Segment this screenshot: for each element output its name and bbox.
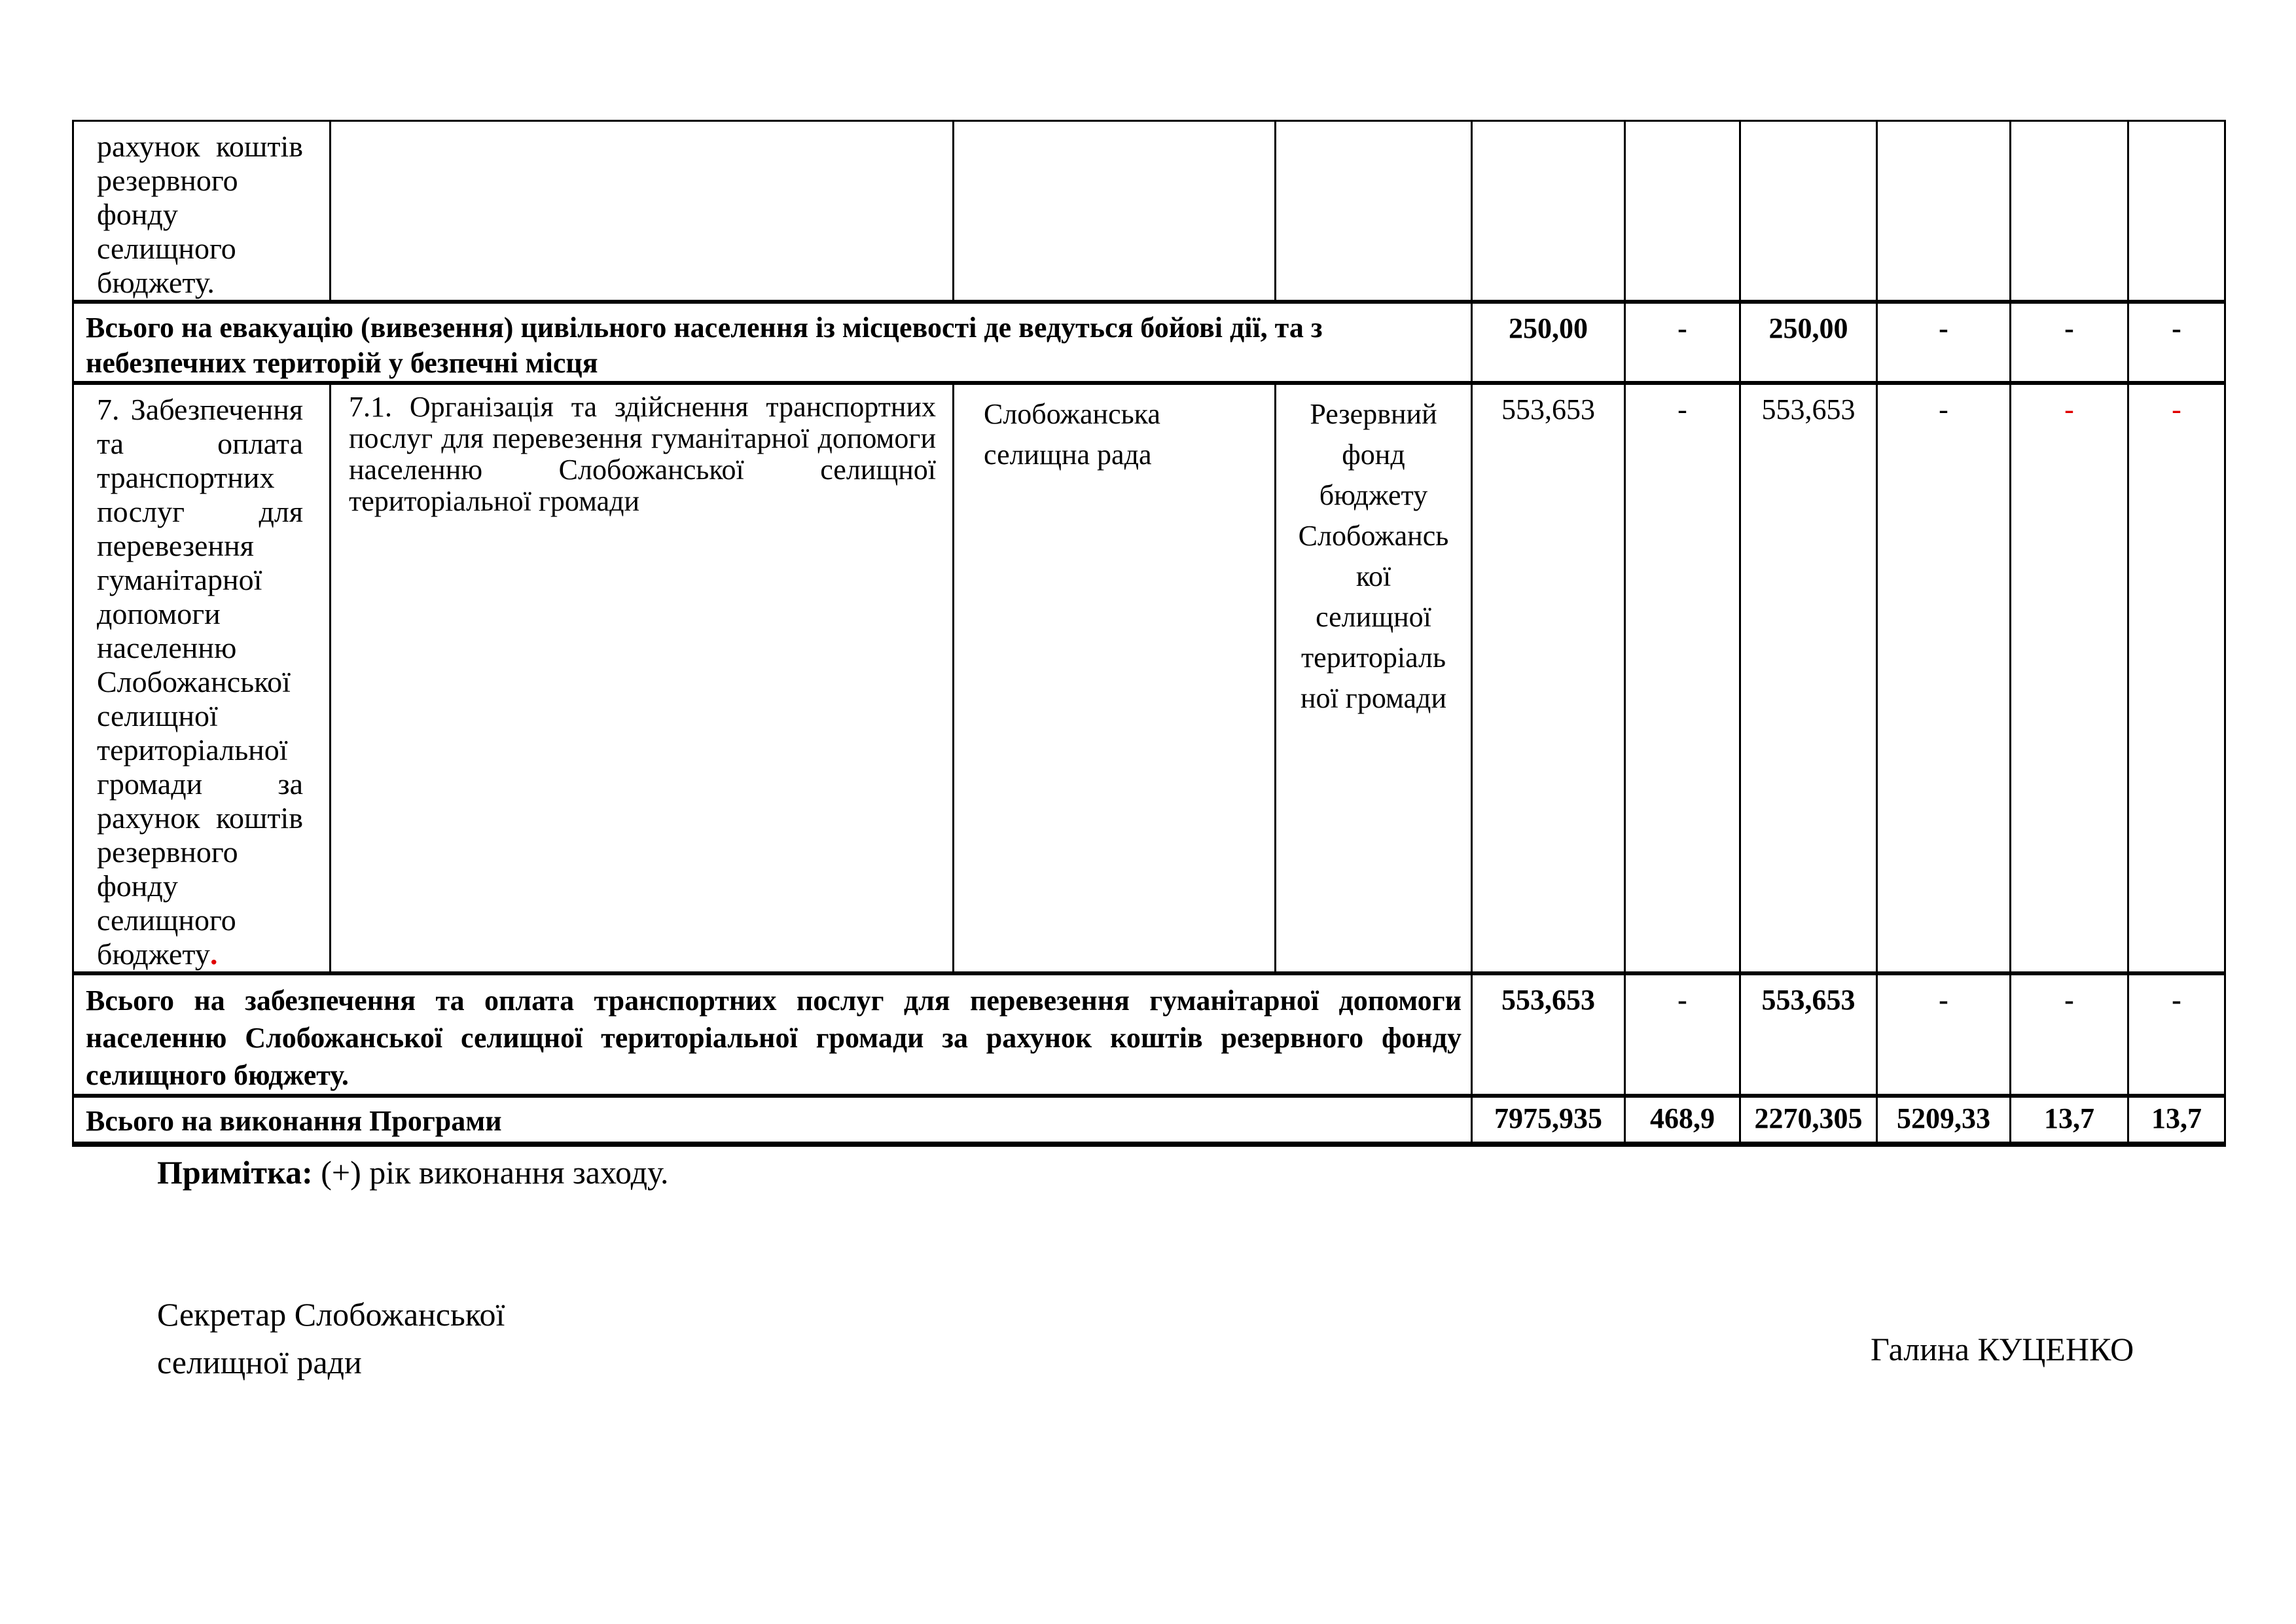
- text-line: гуманітарної: [97, 563, 262, 596]
- text-line: населенню Слобожанської селищної: [349, 454, 936, 486]
- value-cell-total-amount: 553,653: [1472, 973, 1625, 1096]
- value-cell: 468,9: [1625, 1096, 1740, 1144]
- text-line: територіаль: [1300, 641, 1446, 674]
- text-line: територіальної громади: [349, 485, 640, 517]
- value-cell: -: [2011, 973, 2128, 1096]
- text-line: територіальної: [97, 733, 288, 767]
- table-row-item-7: [73, 383, 2225, 973]
- text-line: 7. Забезпечення: [97, 393, 303, 426]
- value-cell-total-amount: 250,00: [1472, 302, 1625, 383]
- text-line: Слобожанської: [97, 665, 291, 698]
- empty-cell: [1625, 121, 1740, 302]
- value-cell: 5209,33: [1877, 1096, 2011, 1144]
- empty-cell: [1740, 121, 1877, 302]
- last-word: бюджету: [97, 937, 210, 971]
- executor-text: [954, 385, 1274, 475]
- text-line: послуг для перевезення гуманітарної допомоги: [349, 422, 936, 454]
- text-line: селищної: [1316, 601, 1431, 633]
- signatory-title-line: Секретар Слобожанської: [157, 1296, 505, 1333]
- empty-cell: [1877, 121, 2011, 302]
- value-cell: -: [1877, 973, 2011, 1096]
- cell-measure-description: [331, 383, 954, 973]
- cell-executor: [954, 383, 1276, 973]
- value-cell: 2270,305: [1740, 1096, 1877, 1144]
- table-row-total-transport: [73, 973, 2225, 1096]
- table-row-total-evacuation: [73, 302, 2225, 383]
- program-budget-table: [72, 120, 2226, 1147]
- text-line: Всього на забезпечення та оплата транспортних послуг для перевезення гуманітарної допомоги: [86, 984, 1462, 1017]
- text-line: селищного: [97, 232, 236, 265]
- value-cell: 553,653: [1740, 383, 1877, 973]
- text-line: резервного: [97, 164, 238, 197]
- cell-item-name-continuation: [73, 121, 331, 302]
- value-cell: -: [2011, 302, 2128, 383]
- empty-cell: [2128, 121, 2225, 302]
- text-line: фонду: [97, 869, 178, 903]
- item-name-text: [74, 122, 329, 300]
- empty-cell: [2011, 121, 2128, 302]
- red-period: .: [209, 937, 218, 971]
- value-cell-grand-total: 7975,935: [1472, 1096, 1625, 1144]
- cell-item-name: [73, 383, 331, 973]
- measure-text: [331, 385, 952, 517]
- value-cell-red-dash: -: [2011, 383, 2128, 973]
- text-line: бюджету.: [97, 266, 215, 299]
- table-row-continuation: [73, 121, 2225, 302]
- text-line: селищного: [97, 903, 236, 937]
- funding-source-text: [1276, 385, 1471, 719]
- text-line: та оплата: [97, 427, 303, 460]
- footnote-label: Примітка:: [157, 1154, 313, 1191]
- item-name-text: [74, 385, 329, 971]
- value-cell-total-amount: 553,653: [1472, 383, 1625, 973]
- footnote-text: (+) рік виконання заходу.: [312, 1154, 669, 1191]
- text-line: Слобожансь: [1298, 520, 1449, 552]
- empty-cell: [1276, 121, 1472, 302]
- footnote: [157, 1153, 669, 1191]
- value-cell: -: [1877, 383, 2011, 973]
- text-line: кої: [1355, 560, 1391, 592]
- signatory-name: Галина КУЦЕНКО: [1871, 1331, 2134, 1367]
- signatory-title-line: селищної ради: [157, 1344, 362, 1380]
- text-line: Слобожанська: [984, 398, 1160, 430]
- empty-cell: [1472, 121, 1625, 302]
- text-line: небезпечних територій у безпечні місця: [86, 347, 598, 379]
- value-cell: -: [1877, 302, 2011, 383]
- text-line: Резервний: [1310, 398, 1437, 430]
- value-cell: -: [1625, 973, 1740, 1096]
- text-line: селищної: [97, 699, 218, 732]
- text-line: послуг для: [97, 495, 303, 528]
- text-line: рахунок коштів: [97, 801, 303, 835]
- text-line: громади за: [97, 767, 303, 801]
- text-line: перевезення: [97, 529, 254, 562]
- text-line-with-red-period: [97, 937, 303, 971]
- table-row-grand-total: [73, 1096, 2225, 1144]
- text-line: Всього на евакуацію (вивезення) цивільного населення із місцевості де ведуться бойові дії, та з: [86, 312, 1323, 344]
- total-evacuation-label-cell: [73, 302, 1472, 383]
- value-cell: 250,00: [1740, 302, 1877, 383]
- value-cell-red-dash: -: [2128, 383, 2225, 973]
- value-cell: -: [1625, 383, 1740, 973]
- empty-cell: [954, 121, 1276, 302]
- cell-funding-source: [1276, 383, 1472, 973]
- text-line: 7.1. Організація та здійснення транспортних: [349, 391, 936, 423]
- value-cell: -: [2128, 973, 2225, 1096]
- grand-total-label-cell: Всього на виконання Програми: [73, 1096, 1472, 1144]
- text-line: фонду: [97, 198, 178, 231]
- text-line: фонд: [1342, 439, 1405, 471]
- text-line: селищна рада: [984, 439, 1152, 471]
- value-cell: -: [1625, 302, 1740, 383]
- value-cell: 553,653: [1740, 973, 1877, 1096]
- text-line: транспортних: [97, 461, 275, 494]
- text-line: населенню: [97, 631, 237, 664]
- signatory-title: [157, 1291, 505, 1386]
- text-line: селищного бюджету.: [86, 1059, 349, 1091]
- text-line: рахунок коштів: [97, 130, 303, 163]
- total-transport-label-cell: [73, 973, 1472, 1096]
- text-line: допомоги: [97, 597, 221, 630]
- empty-cell: [331, 121, 954, 302]
- text-line: резервного: [97, 835, 238, 869]
- text-line: населенню Слобожанської селищної територіальної громади за рахунок коштів резервного фонду: [86, 1022, 1462, 1054]
- text-line: бюджету: [1319, 479, 1428, 511]
- value-cell: -: [2128, 302, 2225, 383]
- text-line: ної громади: [1300, 682, 1446, 714]
- value-cell: 13,7: [2128, 1096, 2225, 1144]
- value-cell: 13,7: [2011, 1096, 2128, 1144]
